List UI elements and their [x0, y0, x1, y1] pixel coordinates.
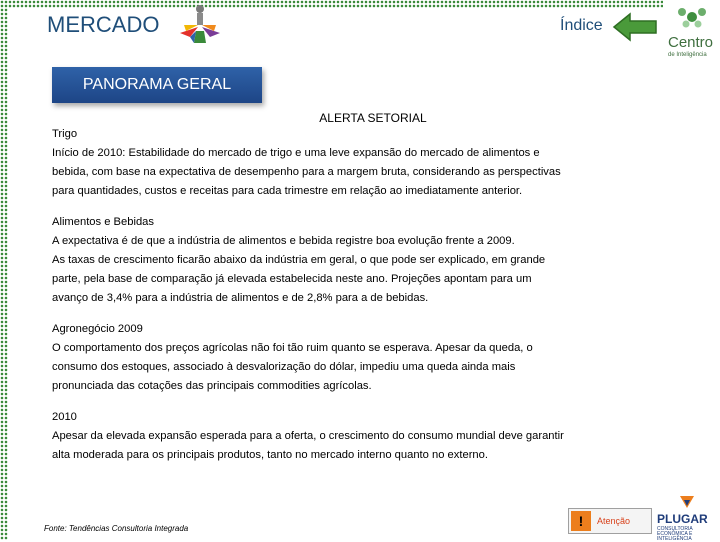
decorative-dots-left — [0, 0, 8, 540]
main-content — [52, 125, 612, 477]
section-heading: Agronegócio 2009 — [52, 323, 143, 335]
panorama-geral-button[interactable]: PANORAMA GERAL — [52, 67, 262, 103]
body-line: O comportamento dos preços agrícolas não foi tão ruim quanto se esperava. Apesar da queda, o — [52, 342, 533, 354]
alert-title: ALERTA SETORIAL — [319, 111, 427, 125]
section-heading: Trigo — [52, 128, 78, 140]
source-note: Fonte: Tendências Consultoria Integrada — [44, 524, 189, 533]
page-title: MERCADO — [47, 12, 160, 37]
body-line: Início de 2010: Estabilidade do mercado de trigo e uma leve expansão do mercado de alimentos e — [52, 147, 540, 159]
section-2010 — [52, 408, 612, 465]
body-line: A expectativa é de que a indústria de alimentos e bebida registre boa evolução frente a 2009. — [52, 235, 515, 247]
body-line: pronunciada das cotações das principais commodities agrícolas. — [52, 380, 372, 392]
body-line: As taxas de crescimento ficarão abaixo da indústria em geral, o que pode ser explicado, em grande — [52, 254, 546, 266]
body-line: Apesar da elevada expansão esperada para a oferta, o crescimento do consumo mundial deve garantir — [52, 430, 564, 442]
body-line: bebida, com base na expectativa de desempenho para a margem bruta, considerando as perspectivas — [52, 166, 561, 178]
atencao-button[interactable] — [568, 508, 652, 534]
body-line: consumo dos estoques, associado à desvalorização do dólar, impediu uma queda ainda mais — [52, 361, 516, 373]
section-heading: 2010 — [52, 411, 77, 423]
body-line: para quantidades, custos e receitas para cada trimestre em relação ao imediatamente anterior. — [52, 185, 523, 197]
plugar-logo-name: PLUGAR — [657, 512, 708, 526]
section-agronegocio — [52, 320, 612, 396]
section-alimentos-bebidas — [52, 213, 612, 308]
warning-icon: ! — [571, 511, 591, 531]
plugar-logo-subtitle: CONSULTORIA ECONÔMICA E INTELIGÊNCIA — [657, 526, 693, 542]
section-heading: Alimentos e Bebidas — [52, 216, 154, 228]
centro-logo-subtitle: de Inteligência — [668, 52, 707, 58]
index-link[interactable]: Índice — [560, 17, 603, 34]
centro-logo-name: Centro — [668, 34, 714, 51]
body-line: parte, pela base de comparação já elevada estabelecida neste ano. Projeções apontam para um — [52, 273, 532, 285]
back-arrow-icon[interactable] — [612, 12, 660, 42]
atencao-label: Atenção — [597, 516, 631, 526]
body-line: avanço de 3,4% para a indústria de alimentos e de 2,8% para a de bebidas. — [52, 292, 429, 304]
section-trigo — [52, 125, 612, 201]
decorative-dots-top — [8, 0, 663, 8]
body-line: alta moderada para os principais produtos, tanto no mercado interno quanto no externo. — [52, 449, 488, 461]
people-group-icon — [176, 3, 224, 45]
